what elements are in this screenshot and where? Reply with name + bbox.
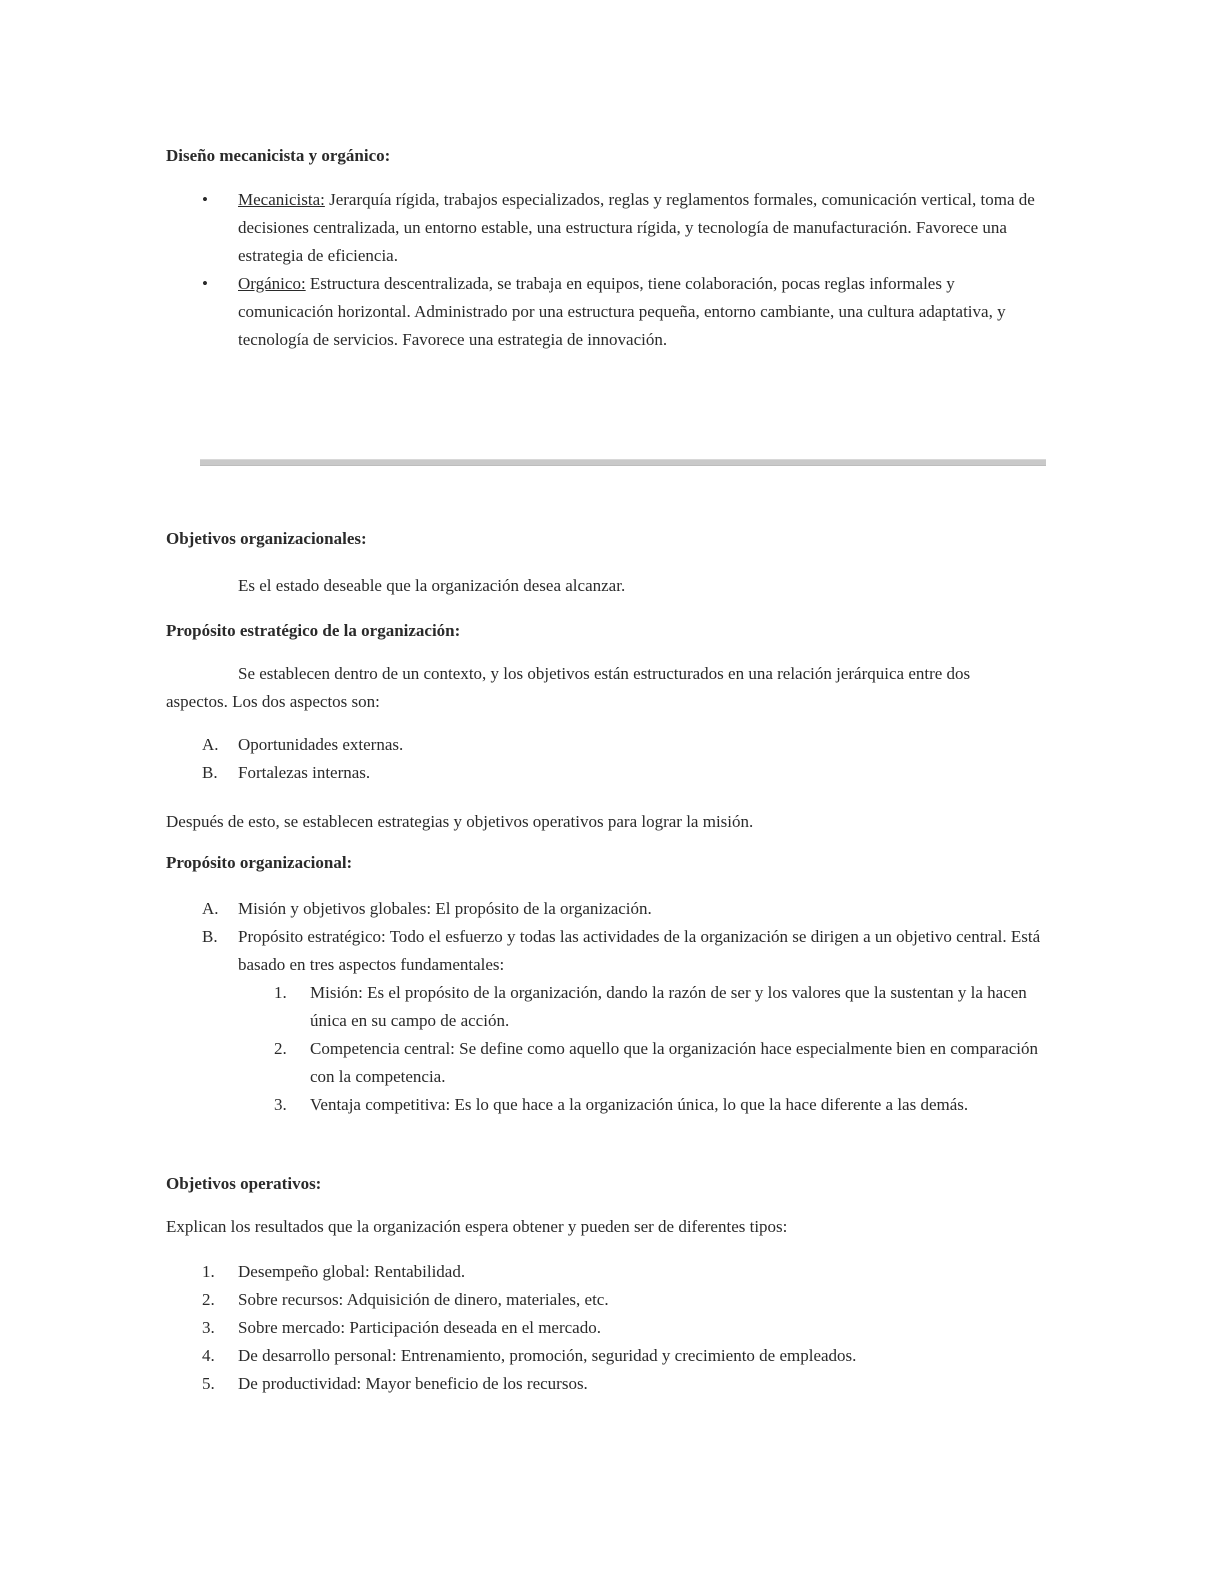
sublist-item-text: Competencia central: Se define como aquello que la organización hace especialmente bien en comparación con la competencia. xyxy=(310,1039,1039,1086)
section-heading-operative-objectives: Objetivos operativos: xyxy=(166,1174,322,1193)
sublist-item-text: Misión: Es el propósito de la organización, dando la razón de ser y los valores que la sustentan y la hacen única en su campo de acción. xyxy=(310,983,1027,1030)
objectives-definition: Es el estado deseable que la organización desea alcanzar. xyxy=(238,576,626,595)
list-marker: 1. xyxy=(202,1262,215,1281)
list-item-text: Sobre recursos: Adquisición de dinero, materiales, etc. xyxy=(238,1290,609,1309)
sublist-item-mission xyxy=(274,979,1046,1035)
list-item-text: Fortalezas internas. xyxy=(238,763,371,782)
list-item-text: Oportunidades externas. xyxy=(238,735,404,754)
list-item-text: De productividad: Mayor beneficio de los recursos. xyxy=(238,1374,588,1393)
bullet-marker: • xyxy=(202,274,208,293)
list-marker: 1. xyxy=(274,983,287,1002)
list-item-strategic-purpose xyxy=(202,923,1046,1119)
list-item-mechanistic xyxy=(202,186,1046,270)
list-item-organic xyxy=(202,270,1046,354)
list-item-resources xyxy=(202,1286,1046,1314)
section-heading-organizational-purpose: Propósito organizacional: xyxy=(166,853,353,872)
list-marker: 2. xyxy=(202,1290,215,1309)
organizational-purpose-list xyxy=(202,895,1046,1119)
list-item-aspect-b xyxy=(202,759,1046,787)
list-marker: 3. xyxy=(202,1318,215,1337)
section-heading-organizational-objectives: Objetivos organizacionales: xyxy=(166,529,367,548)
list-marker: A. xyxy=(202,735,219,754)
list-item-aspect-a xyxy=(202,731,1046,759)
list-item-text: De desarrollo personal: Entrenamiento, promoción, seguridad y crecimiento de empleados. xyxy=(238,1346,857,1365)
bullet-marker: • xyxy=(202,190,208,209)
list-marker: B. xyxy=(202,927,218,946)
section-heading-mechanistic-organic: Diseño mecanicista y orgánico: xyxy=(166,146,391,165)
aspects-list xyxy=(202,731,1046,787)
section-heading-strategic-purpose: Propósito estratégico de la organización: xyxy=(166,621,461,640)
list-marker: 3. xyxy=(274,1095,287,1114)
operative-objectives-intro: Explican los resultados que la organización espera obtener y pueden ser de diferentes tipos: xyxy=(166,1217,788,1236)
item-lead-organic: Orgánico: xyxy=(238,274,306,293)
list-item-text: Sobre mercado: Participación deseada en el mercado. xyxy=(238,1318,601,1337)
strategic-purpose-paragraph: Se establecen dentro de un contexto, y los objetivos están estructurados en una relación jerárquica entre dos aspectos. Los dos aspectos son: xyxy=(166,664,971,711)
sublist-item-text: Ventaja competitiva: Es lo que hace a la organización única, lo que la hace diferente a las demás. xyxy=(310,1095,969,1114)
list-marker: A. xyxy=(202,899,219,918)
item-text-organic: Estructura descentralizada, se trabaja en equipos, tiene colaboración, pocas reglas informales y comunicación horizontal. Administrado por una estructura pequeña, entorno cambiante, una cultura adaptativa, y tecnología de servicios. Favorece una estrategia de innovación. xyxy=(238,274,1006,349)
list-marker: 5. xyxy=(202,1374,215,1393)
sublist-item-competitive-advantage xyxy=(274,1091,1046,1119)
list-item-global-performance xyxy=(202,1258,1046,1286)
list-item-mission-objectives xyxy=(202,895,1046,923)
item-text-mechanistic: Jerarquía rígida, trabajos especializados, reglas y reglamentos formales, comunicación vertical, toma de decisiones centralizada, un entorno estable, una estructura rígida, y tecnología de manufacturación. Favorece una estrategia de eficiencia. xyxy=(238,190,1035,265)
sublist-item-core-competence xyxy=(274,1035,1046,1091)
after-aspects-paragraph: Después de esto, se establecen estrategias y objetivos operativos para lograr la misión. xyxy=(166,812,754,831)
list-item-text: Propósito estratégico: Todo el esfuerzo y todas las actividades de la organización se dirigen a un objetivo central. Está basado en tres aspectos fundamentales: xyxy=(238,927,1041,974)
list-item-personal-development xyxy=(202,1342,1046,1370)
mechanistic-organic-list xyxy=(202,186,1046,354)
list-item-market xyxy=(202,1314,1046,1342)
item-lead-mechanistic: Mecanicista: xyxy=(238,190,325,209)
list-marker: 2. xyxy=(274,1039,287,1058)
list-item-text: Misión y objetivos globales: El propósito de la organización. xyxy=(238,899,652,918)
list-marker: 4. xyxy=(202,1346,215,1365)
strategic-aspects-sublist xyxy=(274,979,1046,1119)
list-item-productivity xyxy=(202,1370,1046,1398)
list-marker: B. xyxy=(202,763,218,782)
list-item-text: Desempeño global: Rentabilidad. xyxy=(238,1262,466,1281)
operative-objectives-list xyxy=(202,1258,1046,1398)
horizontal-rule xyxy=(200,459,1046,466)
